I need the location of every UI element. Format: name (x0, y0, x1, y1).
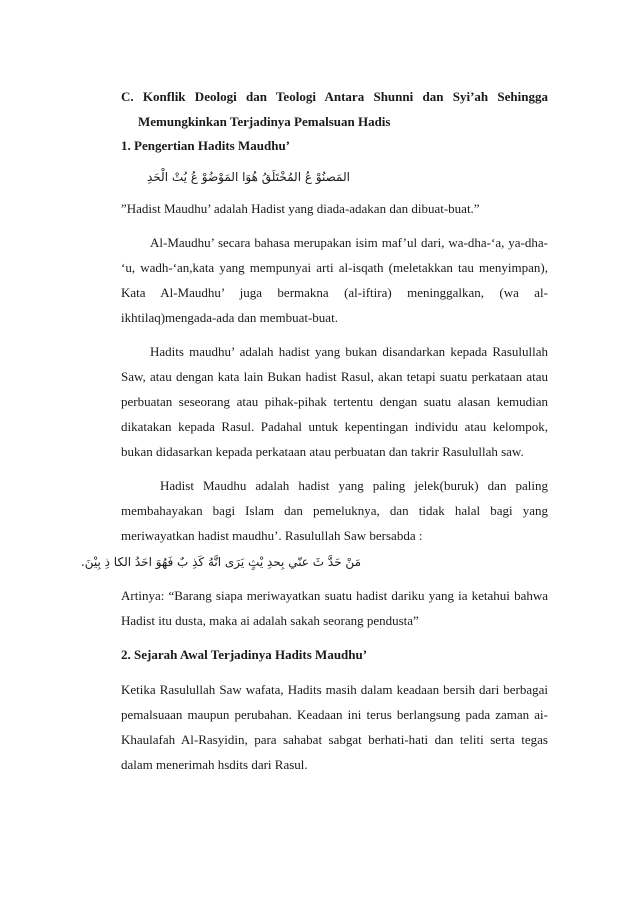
subsection-2-paragraph-line-4: dalam menerimah hsdits dari Rasul. (121, 757, 308, 772)
paragraph-1-line-4: ikhtilaq)mengada-ada dan membuat-buat. (121, 310, 338, 325)
subsection-2-heading: 2. Sejarah Awal Terjadinya Hadits Maudhu’ (121, 647, 368, 662)
paragraph-2-line-4: dikatakan kepada Rasul. Padahal untuk kepentingan individu atau kelompok, (121, 419, 548, 434)
subsection-2-paragraph-line-3: Khaulafah Al-Rasyidin, para sahabat sabgat berhati-hati dan teliti serta tegas (121, 732, 548, 747)
section-c-heading-line-2: Memungkinkan Terjadinya Pemalsuan Hadis (138, 114, 391, 129)
arabic-definition: المَصنُوْ عُ المُخْتَلَقُ هُوَا المَوْضُوْ عُ يُتْ الْحَدِ (147, 170, 350, 184)
paragraph-3-line-3: meriwayatkan hadist maudhu’. Rasulullah Saw bersabda : (121, 528, 423, 543)
translation-line-1: Artinya: “Barang siapa meriwayatkan suatu hadist dariku yang ia ketahui bahwa (121, 588, 548, 603)
arabic-hadith: مَنْ حَدَّ ثَ عنّي بِحدِ يْثٍ يَرَى انَّهُ كَذِ بٌ فَهُوَ احَدُ الكا ذِ بِيْنَ. (80, 555, 361, 569)
subsection-1-heading: 1. Pengertian Hadits Maudhu’ (121, 138, 291, 153)
paragraph-1-line-2: ‘u, wadh-‘an,kata yang mempunyai arti al-isqath (meletakkan tau menyimpan), (121, 260, 548, 275)
paragraph-1-line-1: Al-Maudhu’ secara bahasa merupakan isim maf’ul dari, wa-dha-‘a, ya-dha- (150, 235, 548, 250)
paragraph-3-line-1: Hadist Maudhu adalah hadist yang paling jelek(buruk) dan paling (160, 478, 548, 493)
paragraph-2-line-1: Hadits maudhu’ adalah hadist yang bukan disandarkan kepada Rasulullah (150, 344, 548, 359)
subsection-2-paragraph-line-1: Ketika Rasulullah Saw wafata, Hadits masih dalam keadaan bersih dari berbagai (121, 682, 548, 697)
paragraph-1-line-3: Kata Al-Maudhu’ juga bermakna (al-iftira) meninggalkan, (wa al- (121, 285, 548, 300)
paragraph-3-line-2: membahayakan bagi Islam dan pemeluknya, dan tidak halal bagi yang (121, 503, 548, 518)
paragraph-2-line-3: perbuatan seseorang atau pihak-pihak tertentu dengan suatu alasan kemudian (121, 394, 548, 409)
paragraph-2-line-2: Saw, atau dengan kata lain Bukan hadist Rasul, akan tetapi suatu perkataan atau (121, 369, 548, 384)
section-c-heading-line-1: C. Konflik Deologi dan Teologi Antara Shunni dan Syi’ah Sehingga (121, 89, 548, 104)
paragraph-2-line-5: bukan didasarkan kepada perkataan atau perbuatan dan takrir Rasulullah saw. (121, 444, 524, 459)
definition-quote: ”Hadist Maudhu’ adalah Hadist yang diada-adakan dan dibuat-buat.” (121, 201, 480, 216)
translation-line-2: Hadist itu dusta, maka ai adalah sakah seorang pendusta” (121, 613, 419, 628)
subsection-2-paragraph-line-2: pemalsuaan maupun perubahan. Keadaan ini terus berlangsung pada zaman ai- (121, 707, 548, 722)
